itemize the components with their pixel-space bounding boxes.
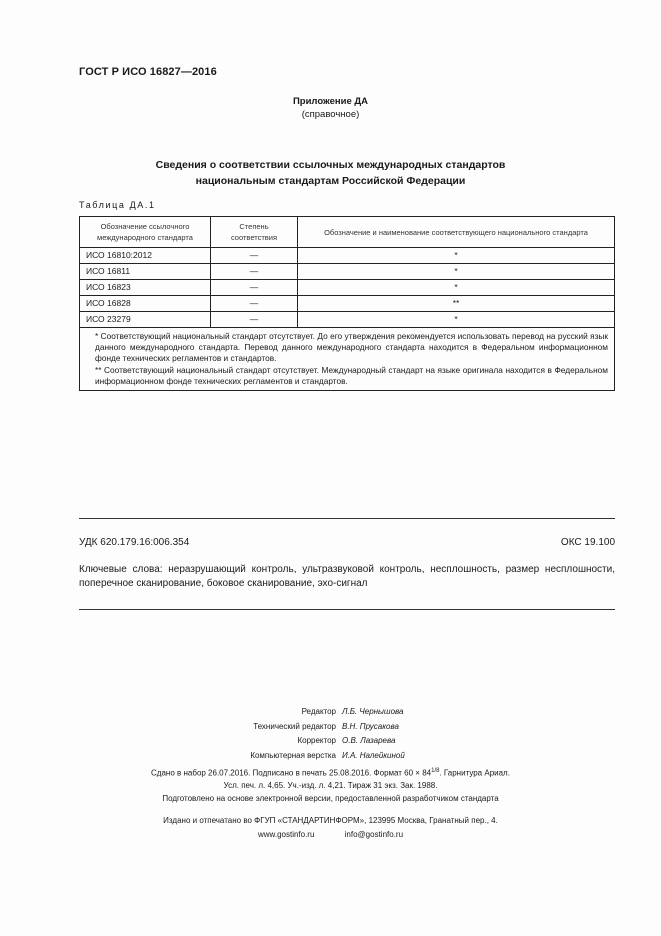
annex-heading: [0, 95, 661, 121]
table-row: [80, 280, 615, 296]
table-row: [80, 296, 615, 312]
credit-name: О.В. Лазарева: [342, 736, 396, 745]
table-header-row: [80, 217, 615, 248]
cell-standard: ИСО 23279: [80, 312, 211, 328]
section-title-line2: национальным стандартам Российской Федерации: [195, 175, 466, 187]
divider-bottom: [79, 609, 615, 610]
cell-national: **: [298, 296, 615, 312]
website-link[interactable]: www.gostinfo.ru: [257, 830, 315, 839]
credit-tech-editor: [0, 720, 661, 735]
divider-top: [79, 518, 615, 519]
cell-degree: —: [211, 280, 298, 296]
credit-label: Технический редактор: [253, 721, 336, 731]
cell-national: *: [298, 264, 615, 280]
oks-code: ОКС 19.100: [560, 537, 615, 548]
cell-degree: —: [211, 296, 298, 312]
header-international-standard: Обозначение ссылочного международного стандарта: [80, 217, 211, 248]
publication-line-2: Усл. печ. л. 4,65. Уч.-изд. л. 4,21. Тираж 31 экз. Зак. 1988.: [223, 781, 438, 790]
section-title-line1: Сведения о соответствии ссылочных международных стандартов: [155, 159, 506, 171]
email-link[interactable]: info@gostinfo.ru: [344, 830, 404, 839]
publisher-address: Издано и отпечатано во ФГУП «СТАНДАРТИНФОРМ», 123995 Москва, Гранатный пер., 4.: [163, 816, 498, 825]
credit-layout: [0, 749, 661, 764]
credit-corrector: [0, 734, 661, 749]
cell-degree: —: [211, 248, 298, 264]
table-row: [80, 248, 615, 264]
udk-code: УДК 620.179.16:006.354: [79, 537, 190, 548]
publication-text: Сдано в набор 26.07.2016. Подписано в печать 25.08.2016. Формат 60 × 84: [151, 768, 432, 778]
table-notes: [80, 328, 615, 391]
cell-national: *: [298, 280, 615, 296]
cell-national: *: [298, 248, 615, 264]
header-degree: Степень соответствия: [211, 217, 298, 248]
cell-standard: ИСО 16811: [80, 264, 211, 280]
credit-name: В.Н. Прусакова: [342, 721, 399, 731]
annex-title: Приложение ДА: [292, 96, 369, 107]
table-row: [80, 264, 615, 280]
publication-line-3: Подготовлено на основе электронной версии, предоставленной разработчиком стандарта: [162, 794, 499, 803]
cell-national: *: [298, 312, 615, 328]
cell-standard: ИСО 16823: [80, 280, 211, 296]
cell-degree: —: [211, 264, 298, 280]
section-title: [0, 157, 661, 189]
publication-line-1: [0, 768, 661, 778]
credit-name: И.А. Налейкиной: [342, 750, 405, 760]
credit-name: Л.Б. Чернышова: [342, 707, 404, 716]
cell-degree: —: [211, 312, 298, 328]
document-code: ГОСТ Р ИСО 16827—2016: [79, 66, 217, 78]
footnote-single-asterisk: * Соответствующий национальный стандарт отсутствует. До его утверждения рекомендуется использовать перевод на русский язык данного международного стандарта. Перевод данного международного стандарта находится в Федеральном информационном фонде технических регламентов и стандартов.: [95, 331, 608, 364]
credit-editor: [0, 705, 661, 720]
table-row: [80, 312, 615, 328]
credits-block: [0, 705, 661, 763]
keywords: Ключевые слова: неразрушающий контроль, ультразвуковой контроль, несплошность, размер несплошности, поперечное сканирование, боковое сканирование, эхо-сигнал: [79, 564, 615, 589]
cell-standard: ИСО 16810:2012: [80, 248, 211, 264]
credit-label: Редактор: [301, 707, 336, 716]
credit-label: Корректор: [297, 736, 336, 745]
cell-standard: ИСО 16828: [80, 296, 211, 312]
publication-text: . Гарнитура Ариал.: [439, 768, 510, 778]
format-fraction: 1/8: [431, 768, 440, 774]
credit-label: Компьютерная верстка: [250, 750, 336, 760]
header-national-standard: Обозначение и наименование соответствующего национального стандарта: [298, 217, 615, 248]
correspondence-table: [79, 216, 615, 391]
annex-subtitle: (справочное): [301, 109, 360, 120]
footnote-double-asterisk: ** Соответствующий национальный стандарт отсутствует. Международный стандарт на языке оригинала находится в Федеральном информационном фонде технических регламентов и стандартов.: [95, 364, 608, 386]
table-notes-row: [80, 328, 615, 391]
table-label: Таблица ДА.1: [79, 200, 156, 210]
publisher-contacts: [0, 830, 661, 839]
